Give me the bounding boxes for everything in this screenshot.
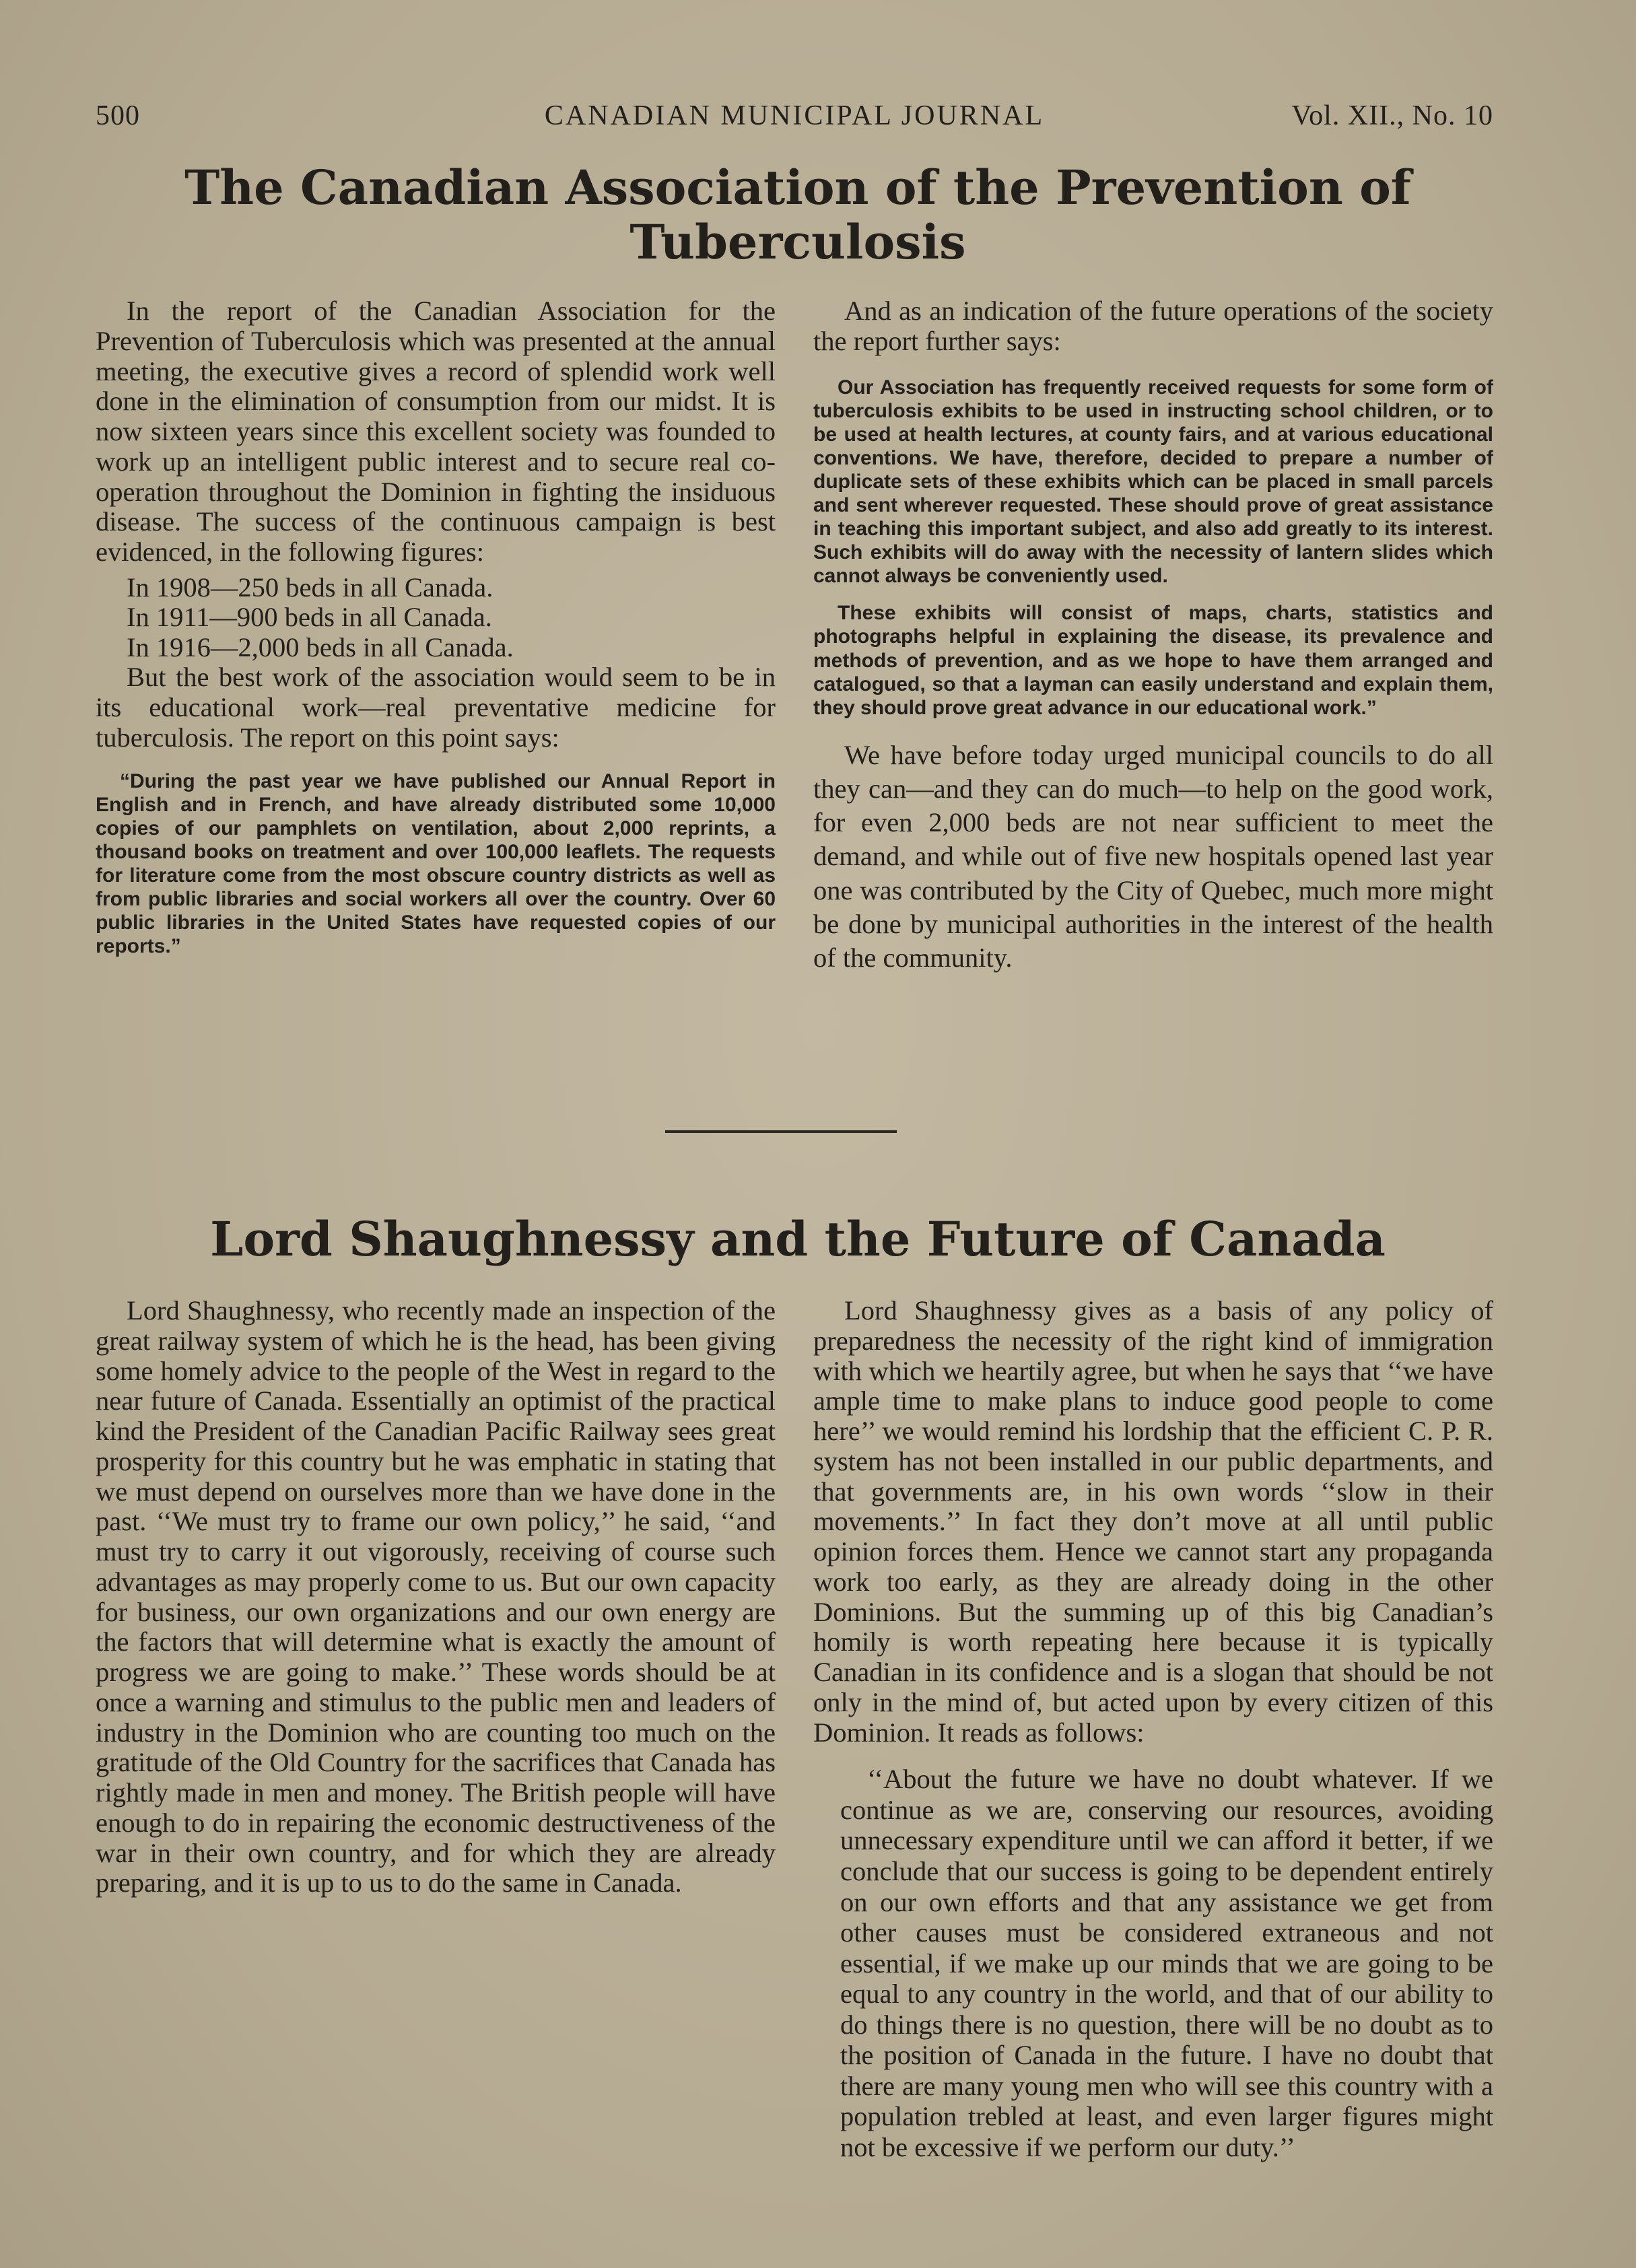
article-title: Lord Shaughnessy and the Future of Canada	[210, 1211, 1386, 1267]
article-column-left	[96, 1296, 776, 1898]
running-head	[96, 100, 1493, 140]
journal-title: CANADIAN MUNICIPAL JOURNAL	[544, 100, 1045, 131]
article-paragraph: Lord Shaughnessy gives as a basis of any policy of preparedness the necessity of the right kind of immigration with which we heartily agree, but when he says that ‘‘we have ample time to make plans to induce good people to come here’’ we would remind his lordship that the efficient C. P. R. system has not been installed in our public departments, and that governments are, in his own words ‘‘slow in their movements.’’ In fact they don’t move at all until public opinion forces them. Hence we cannot start any propaganda work too early, as they are already doing in the other Dominions. But the summing up of this big Canadian’s homily is worth repeating here because it is typically Canadian in its confidence and is a slogan that should be not only in the mind of, but acted upon by every citizen of this Dominion. It reads as follows:	[813, 1295, 1493, 1748]
figure-item: In 1916—2,000 beds in all Canada.	[127, 631, 514, 662]
article-column-left	[96, 296, 776, 958]
page-number: 500	[96, 100, 140, 131]
report-quote: These exhibits will consist of maps, charts, statistics and photographs helpful in explaining the disease, its prevalence and methods of prevention, and as we hope to have them arranged and catalogued, so that a layman can easily understand and explain them, they should prove great advance in our educational work.”	[813, 602, 1493, 719]
article-paragraph: But the best work of the association would seem to be in its educational work—real preventative medicine for tuberculosis. The report on this point says:	[96, 662, 776, 753]
article-paragraph: And as an indication of the future operations of the society the report further says:	[813, 296, 1493, 356]
figure-item: In 1911—900 beds in all Canada.	[127, 602, 492, 633]
blockquote-wrapper	[813, 1748, 1493, 2162]
report-quote: Our Association has frequently received requests for some form of tuberculosis exhibits to be used in instructing school children, or to be used at health lectures, at county fairs, and at various educational conventions. We have, therefore, decided to prepare a number of duplicate sets of these exhibits which can be placed in small parcels and sent wherever requested. These should prove of great assistance in teaching this important subject, and also add greatly to its interest. Such exhibits will do away with the necessity of lantern slides which cannot always be conveniently used.	[813, 376, 1493, 588]
article-column-right	[813, 1296, 1493, 2163]
article-paragraph: In the report of the Canadian Association for the Prevention of Tuberculosis which was presented at the annual meeting, the executive gives a record of splendid work well done in the elimination of consumption from our midst. It is now sixteen years since this excellent society was founded to work up an intelligent public interest and to secure real co-operation throughout the Dominion in fighting the insiduous disease. The success of the continuous campaign is best evidenced, in the following figures:	[96, 296, 776, 567]
article-column-right	[813, 296, 1493, 975]
article-paragraph: We have before today urged municipal councils to do all they can—and they can do much—to help on the good work, for even 2,000 beds are not near sufficient to meet the demand, and while out of five new hospitals opened last year one was contributed by the City of Quebec, much more might be done by municipal authorities in the interest of the health of the community.	[813, 739, 1493, 973]
bed-figures-list	[96, 573, 776, 663]
report-quote: “During the past year we have published our Annual Report in English and in French, and have already distributed some 10,000 copies of our pamphlets on ventilation, about 2,000 reprints, a thousand books on treatment and over 100,000 leaflets. The requests for literature come from the most obscure country districts as well as from public libraries and social workers all over the country. Over 60 public libraries in the United States have requested copies of our reports.”	[96, 769, 776, 958]
article-title: The Canadian Association of the Prevention of Tuberculosis	[184, 160, 1411, 271]
volume-issue: Vol. XII., No. 10	[1291, 100, 1493, 131]
section-divider	[665, 1130, 897, 1133]
article-paragraph: Lord Shaughnessy, who recently made an inspection of the great railway system of which he is the head, has been giving some homely advice to the people of the West in regard to the near future of Canada. Essentially an optimist of the practical kind the President of the Canadian Pacific Railway sees great prosperity for this country but he was emphatic in stating that we must depend on ourselves more than we have done in the past. ‘‘We must try to frame our own policy,’’ he said, ‘‘and must try to carry it out vigorously, receiving of course such advantages as may properly come to us. But our own capacity for business, our own organizations and our own energy are the factors that will determine what is exactly the amount of progress we are going to make.’’ These words should be at once a warning and stimulus to the public men and leaders of industry in the Dominion who are counting too much on the gratitude of the Old Country for the sacrifices that Canada has rightly made in men and money. The British people will have enough to do in repairing the economic destructiveness of the war in their own country, and for which they are already preparing, and it is up to us to do the same in Canada.	[96, 1295, 776, 1898]
shaughnessy-quote: ‘‘About the future we have no doubt whatever. If we continue as we are, conserving our resources, avoiding unnecessary expenditure until we can afford it better, if we conclude that our success is going to be dependent entirely on our own efforts and that any assistance we get from other causes must be considered extraneous and not essential, if we make up our minds that we are going to be equal to any country in the world, and that of our ability to do things there is no question, there will be no doubt as to the position of Canada in the future. I have no doubt that there are many young men who will see this country with a population trebled at least, and even larger figures might not be excessive if we perform our duty.’’	[840, 1764, 1493, 2162]
figure-item: In 1908—250 beds in all Canada.	[127, 572, 493, 603]
